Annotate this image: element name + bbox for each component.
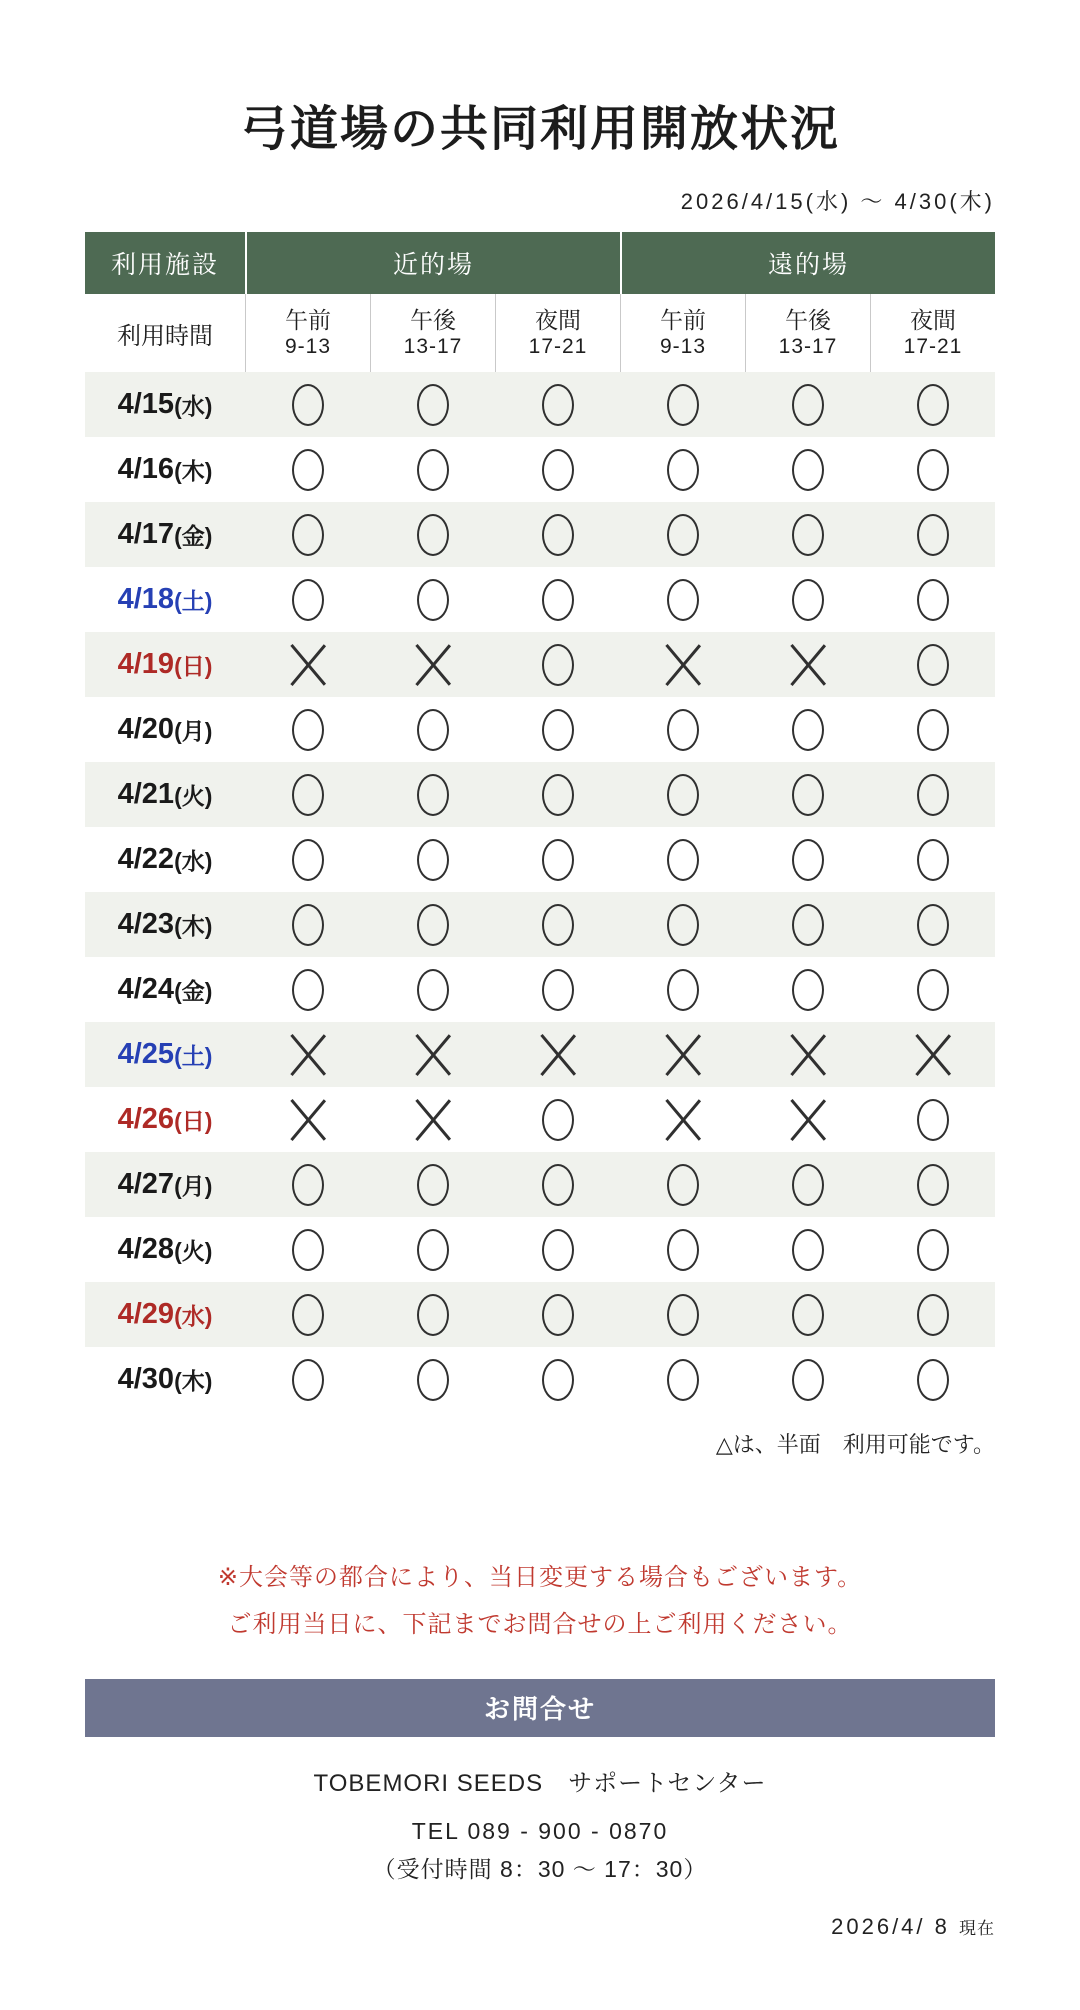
circle-symbol: [917, 1164, 949, 1206]
table-row: [85, 892, 995, 957]
as-of-suffix: 現在: [959, 1918, 995, 1938]
circle-symbol: [542, 449, 574, 491]
time-header-cell: 利用時間: [117, 322, 213, 350]
circle-symbol: [917, 1359, 949, 1401]
table-row: [85, 1152, 995, 1217]
page-title: 弓道場の共同利用開放状況: [239, 103, 840, 156]
availability-cell: [745, 1022, 870, 1087]
circle-symbol: [917, 969, 949, 1011]
x-symbol: [290, 644, 326, 686]
circle-symbol: [792, 449, 824, 491]
availability-cell: [495, 502, 620, 567]
availability-cell: [370, 1022, 495, 1087]
availability-cell: [745, 1087, 870, 1152]
availability-cell: [870, 1022, 995, 1087]
half-use-note: △は、半面 利用可能です。: [715, 1432, 995, 1457]
circle-symbol: [667, 514, 699, 556]
availability-cell: [495, 827, 620, 892]
circle-symbol: [292, 839, 324, 881]
table-row: [85, 762, 995, 827]
availability-cell: [495, 1282, 620, 1347]
availability-cell: [745, 437, 870, 502]
availability-cell: [870, 1152, 995, 1217]
circle-symbol: [792, 709, 824, 751]
table-row: [85, 697, 995, 762]
circle-symbol: [417, 904, 449, 946]
circle-symbol: [542, 904, 574, 946]
circle-symbol: [667, 904, 699, 946]
contact-organization: TOBEMORI SEEDS サポートセンター: [313, 1769, 767, 1797]
circle-symbol: [542, 1229, 574, 1271]
facility-header-row: [85, 232, 995, 294]
table-row: [85, 1087, 995, 1152]
circle-symbol: [292, 1359, 324, 1401]
circle-symbol: [417, 1229, 449, 1271]
circle-symbol: [542, 644, 574, 686]
date-cell: 4/15 (水): [117, 388, 213, 420]
circle-symbol: [917, 449, 949, 491]
slot-label: 夜間: [535, 306, 581, 333]
circle-symbol: [542, 839, 574, 881]
date-cell: 4/16 (木): [117, 453, 213, 485]
circle-symbol: [292, 774, 324, 816]
table-row: [85, 827, 995, 892]
availability-cell: [370, 762, 495, 827]
x-symbol: [415, 1034, 451, 1076]
circle-symbol: [292, 1294, 324, 1336]
availability-cell: [870, 372, 995, 437]
table-row: [85, 567, 995, 632]
availability-cell: [620, 1217, 745, 1282]
availability-cell: [745, 1217, 870, 1282]
availability-cell: [245, 827, 370, 892]
as-of-value: 2026/4/ 8: [831, 1913, 950, 1939]
circle-symbol: [417, 1294, 449, 1336]
facility-header-cell: 利用施設: [110, 251, 219, 279]
date-cell: 4/24 (金): [117, 973, 213, 1005]
circle-symbol: [917, 384, 949, 426]
circle-symbol: [292, 904, 324, 946]
x-symbol: [665, 1099, 701, 1141]
date-cell: 4/26 (日): [117, 1103, 213, 1135]
availability-cell: [745, 892, 870, 957]
circle-symbol: [792, 384, 824, 426]
circle-symbol: [667, 709, 699, 751]
availability-cell: [370, 1152, 495, 1217]
circle-symbol: [292, 449, 324, 491]
x-symbol: [290, 1099, 326, 1141]
group-header-enteki: 遠的場: [620, 232, 995, 294]
circle-symbol: [917, 709, 949, 751]
availability-cell: [870, 502, 995, 567]
availability-cell: [370, 1347, 495, 1412]
circle-symbol: [667, 1164, 699, 1206]
date-cell: 4/27 (月): [117, 1168, 213, 1200]
availability-cell: [495, 372, 620, 437]
circle-symbol: [917, 579, 949, 621]
circle-symbol: [792, 514, 824, 556]
table-row: [85, 1022, 995, 1087]
circle-symbol: [417, 449, 449, 491]
availability-cell: [870, 1347, 995, 1412]
circle-symbol: [417, 1359, 449, 1401]
circle-symbol: [792, 774, 824, 816]
circle-symbol: [792, 839, 824, 881]
availability-cell: [620, 632, 745, 697]
availability-cell: [245, 632, 370, 697]
date-cell: 4/17 (金): [117, 518, 213, 550]
availability-cell: [870, 567, 995, 632]
availability-cell: [370, 632, 495, 697]
circle-symbol: [542, 1359, 574, 1401]
circle-symbol: [917, 1229, 949, 1271]
availability-cell: [620, 567, 745, 632]
availability-cell: [245, 892, 370, 957]
availability-cell: [370, 1282, 495, 1347]
x-symbol: [665, 1034, 701, 1076]
availability-cell: [245, 1087, 370, 1152]
x-symbol: [790, 1099, 826, 1141]
time-slot-header: [370, 294, 495, 372]
warning-line-1: ※大会等の都合により、当日変更する場合もございます。: [217, 1564, 863, 1591]
circle-symbol: [292, 384, 324, 426]
circle-symbol: [792, 1359, 824, 1401]
circle-symbol: [417, 579, 449, 621]
date-cell: 4/21 (火): [117, 778, 213, 810]
notice-page: [0, 90, 1080, 1940]
time-slot-header: [620, 294, 745, 372]
circle-symbol: [917, 839, 949, 881]
circle-symbol: [667, 969, 699, 1011]
table-row: [85, 1282, 995, 1347]
circle-symbol: [792, 969, 824, 1011]
as-of-date: [85, 1914, 995, 1940]
circle-symbol: [292, 969, 324, 1011]
availability-cell: [620, 1347, 745, 1412]
circle-symbol: [917, 1099, 949, 1141]
circle-symbol: [667, 1229, 699, 1271]
date-cell: 4/22 (水): [117, 843, 213, 875]
slot-range: 17-21: [528, 335, 588, 359]
circle-symbol: [917, 774, 949, 816]
circle-symbol: [542, 1099, 574, 1141]
date-cell: 4/25 (土): [117, 1038, 213, 1070]
availability-cell: [870, 1087, 995, 1152]
availability-cell: [745, 1152, 870, 1217]
date-cell: 4/28 (火): [117, 1233, 213, 1265]
availability-cell: [745, 957, 870, 1022]
circle-symbol: [417, 774, 449, 816]
x-symbol: [540, 1034, 576, 1076]
date-cell: 4/23 (木): [117, 908, 213, 940]
availability-cell: [245, 1022, 370, 1087]
slot-label: 夜間: [910, 306, 956, 333]
availability-cell: [620, 437, 745, 502]
table-row: [85, 1217, 995, 1282]
circle-symbol: [792, 1164, 824, 1206]
x-symbol: [415, 1099, 451, 1141]
warning-line-2: ご利用当日に、下記までお問合せの上ご利用ください。: [227, 1610, 853, 1638]
circle-symbol: [542, 514, 574, 556]
availability-cell: [495, 1087, 620, 1152]
contact-header-label: お問合せ: [483, 1694, 596, 1725]
x-symbol: [915, 1034, 951, 1076]
circle-symbol: [292, 579, 324, 621]
availability-cell: [370, 827, 495, 892]
availability-cell: [495, 632, 620, 697]
circle-symbol: [667, 774, 699, 816]
table-row: [85, 502, 995, 567]
availability-cell: [370, 372, 495, 437]
circle-symbol: [417, 839, 449, 881]
availability-cell: [495, 1347, 620, 1412]
availability-cell: [745, 502, 870, 567]
contact-header-bar: [85, 1679, 995, 1737]
group-header-kinteki: 近的場: [245, 232, 620, 294]
circle-symbol: [917, 514, 949, 556]
circle-symbol: [417, 514, 449, 556]
availability-cell: [370, 1217, 495, 1282]
availability-cell: [370, 437, 495, 502]
table-row: [85, 1347, 995, 1412]
availability-cell: [495, 567, 620, 632]
availability-cell: [620, 762, 745, 827]
slot-label: 午後: [785, 306, 831, 333]
table-row: [85, 437, 995, 502]
circle-symbol: [792, 1229, 824, 1271]
availability-cell: [370, 697, 495, 762]
circle-symbol: [667, 449, 699, 491]
circle-symbol: [542, 969, 574, 1011]
availability-cell: [620, 1087, 745, 1152]
availability-cell: [620, 1282, 745, 1347]
x-symbol: [290, 1034, 326, 1076]
availability-cell: [870, 1282, 995, 1347]
availability-cell: [245, 1347, 370, 1412]
availability-cell: [870, 827, 995, 892]
availability-cell: [620, 827, 745, 892]
availability-cell: [495, 1217, 620, 1282]
circle-symbol: [292, 514, 324, 556]
circle-symbol: [292, 1229, 324, 1271]
availability-cell: [870, 762, 995, 827]
availability-cell: [620, 697, 745, 762]
availability-cell: [245, 762, 370, 827]
availability-cell: [620, 957, 745, 1022]
time-slot-header: [745, 294, 870, 372]
availability-cell: [495, 437, 620, 502]
circle-symbol: [542, 384, 574, 426]
availability-cell: [245, 1217, 370, 1282]
date-cell: 4/29 (水): [117, 1298, 213, 1330]
warning-block: [85, 1555, 995, 1649]
x-symbol: [665, 644, 701, 686]
availability-cell: [745, 567, 870, 632]
availability-cell: [495, 762, 620, 827]
circle-symbol: [417, 1164, 449, 1206]
circle-symbol: [417, 384, 449, 426]
slot-range: 13-17: [403, 335, 463, 359]
availability-cell: [620, 1022, 745, 1087]
availability-cell: [495, 1152, 620, 1217]
circle-symbol: [292, 709, 324, 751]
slot-range: 9-13: [284, 335, 332, 359]
circle-symbol: [417, 709, 449, 751]
slot-range: 9-13: [659, 335, 707, 359]
slot-label: 午後: [410, 306, 456, 333]
circle-symbol: [542, 774, 574, 816]
availability-cell: [745, 697, 870, 762]
availability-cell: [620, 502, 745, 567]
availability-cell: [870, 437, 995, 502]
availability-cell: [370, 502, 495, 567]
availability-cell: [870, 697, 995, 762]
availability-cell: [245, 372, 370, 437]
availability-cell: [245, 957, 370, 1022]
circle-symbol: [542, 1164, 574, 1206]
circle-symbol: [417, 969, 449, 1011]
availability-cell: [620, 372, 745, 437]
contact-hours: （受付時間 8：30 ～ 17：30）: [372, 1855, 708, 1882]
availability-cell: [370, 957, 495, 1022]
contact-phone: TEL 089 - 900 - 0870: [411, 1817, 669, 1844]
circle-symbol: [792, 904, 824, 946]
circle-symbol: [542, 709, 574, 751]
availability-cell: [745, 372, 870, 437]
circle-symbol: [667, 839, 699, 881]
availability-cell: [870, 632, 995, 697]
circle-symbol: [667, 1294, 699, 1336]
circle-symbol: [667, 579, 699, 621]
availability-cell: [745, 1347, 870, 1412]
availability-cell: [245, 437, 370, 502]
availability-cell: [620, 1152, 745, 1217]
circle-symbol: [792, 579, 824, 621]
availability-cell: [870, 957, 995, 1022]
circle-symbol: [917, 904, 949, 946]
circle-symbol: [542, 1294, 574, 1336]
availability-cell: [745, 827, 870, 892]
time-slot-header: [495, 294, 620, 372]
availability-cell: [745, 632, 870, 697]
availability-cell: [495, 892, 620, 957]
table-row: [85, 632, 995, 697]
time-header-row: [85, 294, 995, 372]
availability-cell: [870, 1217, 995, 1282]
circle-symbol: [667, 1359, 699, 1401]
table-row: [85, 372, 995, 437]
availability-cell: [495, 957, 620, 1022]
availability-cell: [495, 697, 620, 762]
availability-rows: [85, 372, 995, 1412]
circle-symbol: [667, 384, 699, 426]
date-cell: 4/18 (土): [117, 583, 213, 615]
availability-table: [85, 232, 995, 1412]
period-label: 2026/4/15(水) ～ 4/30(木): [680, 189, 995, 214]
availability-cell: [245, 1152, 370, 1217]
circle-symbol: [917, 644, 949, 686]
circle-symbol: [792, 1294, 824, 1336]
slot-range: 13-17: [778, 335, 838, 359]
date-cell: 4/20 (月): [117, 713, 213, 745]
availability-cell: [245, 567, 370, 632]
time-slot-header: [870, 294, 995, 372]
availability-cell: [370, 1087, 495, 1152]
availability-cell: [245, 502, 370, 567]
x-symbol: [790, 644, 826, 686]
x-symbol: [415, 644, 451, 686]
date-cell: 4/19 (日): [117, 648, 213, 680]
availability-cell: [245, 1282, 370, 1347]
time-slot-header: [245, 294, 370, 372]
table-row: [85, 957, 995, 1022]
slot-label: 午前: [660, 306, 706, 333]
availability-cell: [245, 697, 370, 762]
availability-cell: [745, 762, 870, 827]
availability-cell: [745, 1282, 870, 1347]
availability-cell: [370, 892, 495, 957]
circle-symbol: [917, 1294, 949, 1336]
slot-label: 午前: [285, 306, 331, 333]
date-cell: 4/30 (木): [117, 1363, 213, 1395]
availability-cell: [870, 892, 995, 957]
availability-cell: [620, 892, 745, 957]
availability-cell: [495, 1022, 620, 1087]
x-symbol: [790, 1034, 826, 1076]
circle-symbol: [542, 579, 574, 621]
circle-symbol: [292, 1164, 324, 1206]
slot-range: 17-21: [903, 335, 963, 359]
availability-cell: [370, 567, 495, 632]
